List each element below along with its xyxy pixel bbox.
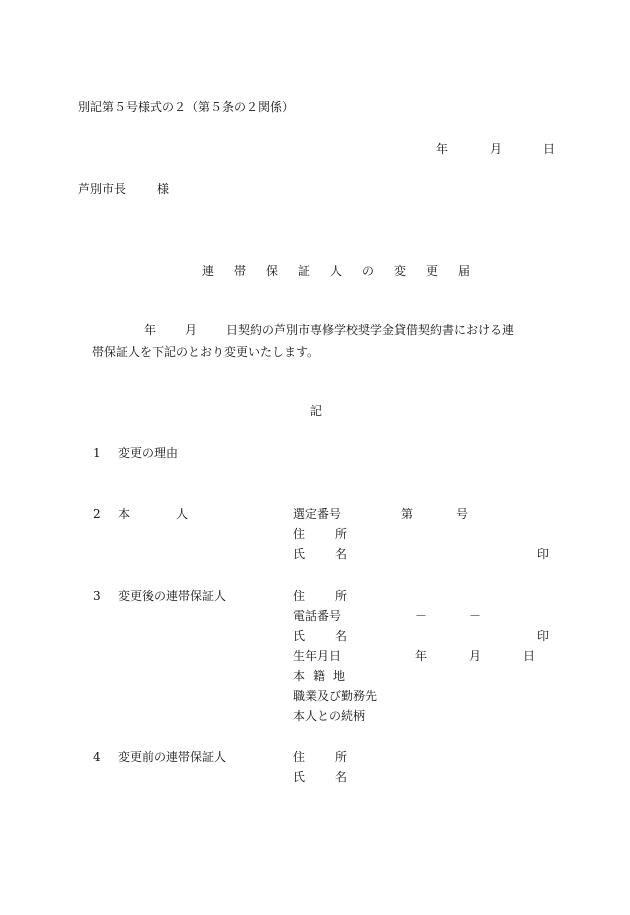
date-day-label: 日 xyxy=(543,142,556,156)
address-label: 住所 xyxy=(293,750,378,764)
seal-mark: 印 xyxy=(537,547,550,561)
birth-day-label: 日 xyxy=(523,649,536,663)
section-label: 変更前の連帯保証人 xyxy=(118,750,227,764)
contract-month-label: 月 xyxy=(185,323,198,337)
phone-label: 電話番号 xyxy=(293,609,342,623)
phone-dash-1: － xyxy=(415,609,428,623)
phone-dash-2: － xyxy=(469,609,482,623)
section-number: 3 xyxy=(93,589,101,603)
address-label: 住所 xyxy=(293,589,378,603)
ki-heading: 記 xyxy=(310,404,323,418)
date-month-label: 月 xyxy=(490,142,503,156)
contract-year-label: 年 xyxy=(144,323,157,337)
addressee-honorific: 様 xyxy=(157,182,170,196)
section-number: 4 xyxy=(93,750,101,764)
birth-month-label: 月 xyxy=(469,649,482,663)
body-line-2: 帯保証人を下記のとおり変更いたします。 xyxy=(92,345,320,359)
name-label: 氏名 xyxy=(293,770,378,784)
section-number: 1 xyxy=(93,446,101,460)
section-number: 2 xyxy=(93,507,101,521)
address-label: 住所 xyxy=(293,527,378,541)
selection-number-suffix: 号 xyxy=(456,507,469,521)
section-label: 変更の理由 xyxy=(118,446,179,460)
date-year-label: 年 xyxy=(436,142,449,156)
birth-year-label: 年 xyxy=(415,649,428,663)
document-title: 連帯保証人の変更届 xyxy=(202,264,491,278)
addressee-name: 芦別市長 xyxy=(78,182,127,196)
seal-mark: 印 xyxy=(537,629,550,643)
selection-number-prefix: 第 xyxy=(401,507,414,521)
section-label: 本人 xyxy=(118,507,235,521)
relationship-label: 本人との続柄 xyxy=(293,709,366,723)
birthdate-label: 生年月日 xyxy=(293,649,342,663)
body-line-1: 日契約の芦別市専修学校奨学金貸借契約書における連 xyxy=(226,323,515,337)
name-label: 氏名 xyxy=(293,629,378,643)
section-label: 変更後の連帯保証人 xyxy=(118,589,227,603)
domicile-label: 本籍地 xyxy=(293,669,354,683)
name-label: 氏名 xyxy=(293,547,378,561)
occupation-label: 職業及び勤務先 xyxy=(293,689,378,703)
selection-number-label: 選定番号 xyxy=(293,507,342,521)
form-number: 別記第５号様式の２（第５条の２関係） xyxy=(78,100,295,114)
